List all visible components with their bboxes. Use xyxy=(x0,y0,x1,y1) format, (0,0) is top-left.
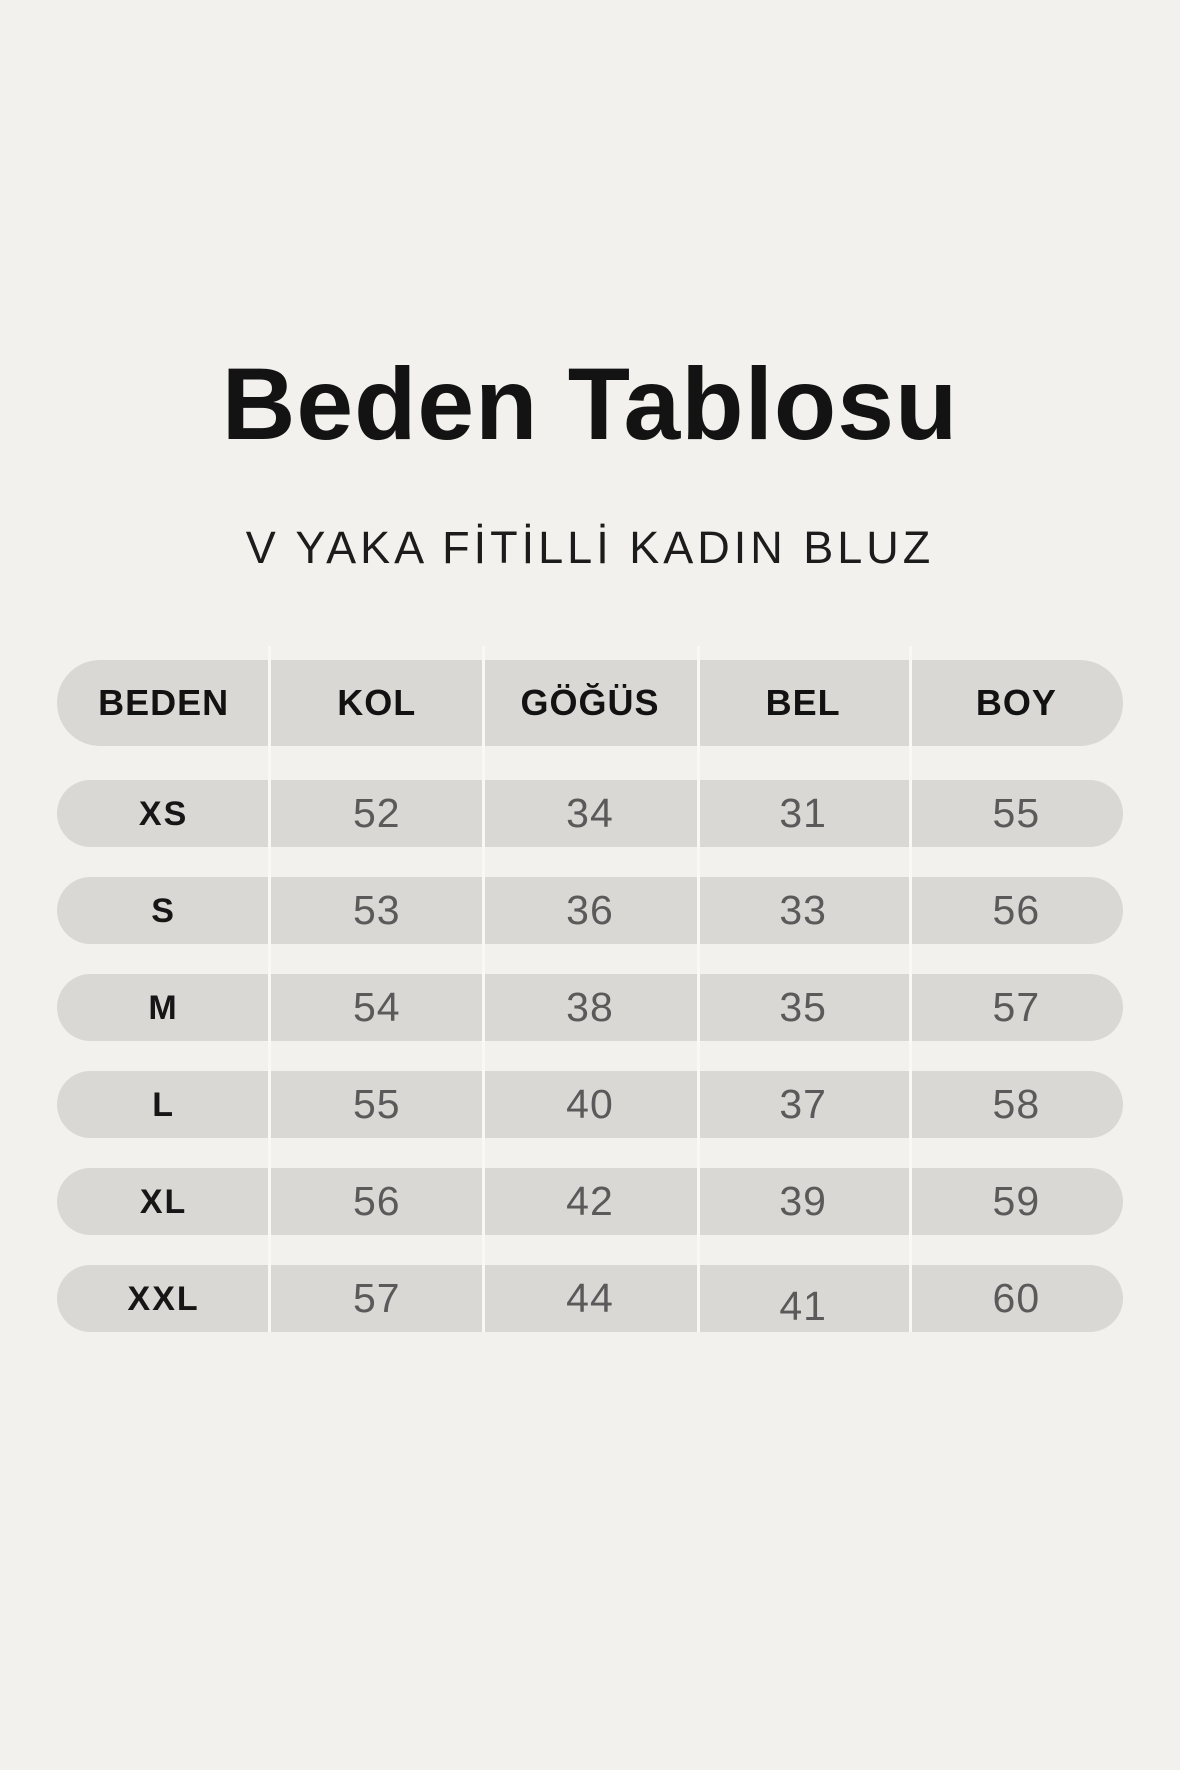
size-row-l xyxy=(57,1071,1123,1138)
value-kol: 54 xyxy=(352,984,401,1030)
column-separator xyxy=(909,646,912,1332)
value-kol: 52 xyxy=(352,790,401,836)
size-label: L xyxy=(152,1085,175,1124)
value-boy: 57 xyxy=(992,984,1041,1030)
value-boy: 59 xyxy=(992,1178,1041,1224)
value-bel: 37 xyxy=(779,1081,827,1127)
size-row-xl xyxy=(57,1168,1123,1235)
size-row-xs xyxy=(57,780,1123,847)
header-cell-kol: KOL xyxy=(337,682,417,723)
value-boy: 58 xyxy=(992,1081,1041,1127)
size-label: XXL xyxy=(127,1279,200,1318)
product-subtitle: V YAKA FİTİLLİ KADIN BLUZ xyxy=(245,522,935,573)
size-row-s xyxy=(57,877,1123,944)
value-gogus: 36 xyxy=(566,887,614,933)
size-row-m xyxy=(57,974,1123,1041)
value-kol: 57 xyxy=(352,1275,401,1321)
header-cell-beden: BEDEN xyxy=(98,682,230,723)
size-table-header-row xyxy=(57,660,1123,746)
column-separator xyxy=(268,646,271,1332)
value-bel: 33 xyxy=(779,887,827,933)
size-label: XS xyxy=(138,794,189,833)
value-bel: 31 xyxy=(779,790,827,836)
value-boy: 56 xyxy=(992,887,1041,933)
value-gogus: 44 xyxy=(566,1275,614,1321)
value-kol: 55 xyxy=(352,1081,401,1127)
value-gogus: 34 xyxy=(566,790,614,836)
value-gogus: 38 xyxy=(566,984,614,1030)
size-row-xxl xyxy=(57,1265,1123,1332)
size-label: XL xyxy=(139,1182,188,1221)
column-separator xyxy=(697,646,700,1332)
value-kol: 56 xyxy=(352,1178,401,1224)
value-bel: 39 xyxy=(779,1178,827,1224)
value-gogus: 42 xyxy=(566,1178,614,1224)
size-table xyxy=(57,660,1123,1332)
value-gogus: 40 xyxy=(566,1081,614,1127)
size-label: M xyxy=(148,988,179,1027)
size-label: S xyxy=(151,891,176,930)
value-boy: 55 xyxy=(992,790,1041,836)
value-kol: 53 xyxy=(352,887,401,933)
header-cell-bel: BEL xyxy=(765,682,841,723)
header-cell-boy: BOY xyxy=(975,682,1057,723)
page-title: Beden Tablosu xyxy=(221,347,959,461)
value-bel: 35 xyxy=(779,984,827,1030)
value-boy: 60 xyxy=(992,1275,1041,1321)
value-bel: 41 xyxy=(779,1283,827,1329)
column-separator xyxy=(482,646,485,1332)
header-cell-gogus: GÖĞÜS xyxy=(520,682,660,723)
